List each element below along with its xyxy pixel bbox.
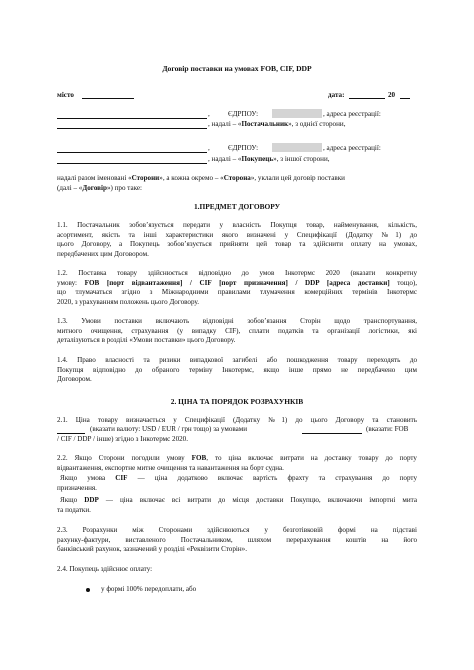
buyer-edrpou-label: ЄДРПОУ: [228, 144, 259, 152]
parties-line1-b: », а кожна окремо – « [159, 174, 224, 182]
clause-2-2-cif-line-2: призначення. [57, 484, 97, 492]
clause-1-1-line: асортимент, якість та інші характеристики якого визначені у Специфікації (Додатку №1) до [57, 230, 417, 239]
supplier-address-field[interactable] [57, 121, 207, 129]
ddp-b: — ціна включає всі витрати до місця доставки Покупцю, включаючи імпортні мита [98, 496, 418, 504]
clause-2-3-line: 2.3. Розрахунки між Сторонами здійснюються у безготівковій формі на підставі [57, 526, 417, 534]
cif-b: — ціна додатково включає вартість фрахту та страхування до порту [127, 474, 417, 482]
parties-line1-a: надалі разом іменовані « [57, 174, 132, 182]
parties-line1-c: », уклали цей договір поставки [250, 174, 345, 182]
buyer-suffix-post: », з іншої сторони, [273, 155, 330, 163]
supplier-suffix-post: », з однієї сторони, [288, 120, 346, 128]
city-field[interactable] [82, 91, 134, 99]
supplier-address-label: , адреса реєстрації: [323, 110, 381, 118]
price-amount-field[interactable] [57, 426, 85, 434]
clause-1-1-line: передбачених цим Договором. [57, 249, 149, 258]
parties-line-2 [57, 184, 142, 194]
year-field[interactable] [400, 91, 410, 99]
supplier-edrpou-comma: , [208, 110, 210, 118]
clause-2-2-cif [60, 474, 417, 484]
clause-1-4-line: Договором. [57, 375, 92, 384]
terms-field[interactable] [302, 426, 362, 434]
supplier-suffix-pre: , надалі – « [208, 120, 242, 128]
clause-2-2-line [57, 454, 417, 464]
clause-1-3-line: митного очищення, страхування (у випадку CIF), сплати податків та організації логістики, які [57, 326, 417, 335]
clause-2-2-a: 2.2. Якщо Сторони погодили умову [57, 454, 192, 462]
city-label: місто [57, 91, 74, 99]
buyer-edrpou-comma: , [208, 144, 210, 152]
clause-2-2-ddp-line-2: та податки. [57, 506, 91, 514]
parties-line-1 [57, 174, 345, 184]
date-field[interactable] [349, 91, 385, 99]
clause-2-3 [57, 526, 417, 555]
supplier-definition [208, 120, 345, 130]
buyer-term: Покупець [241, 155, 274, 163]
document-title: Договір поставки на умовах FOB, CIF, DDP [162, 64, 312, 73]
clause-2-1-currency: (вказати валюту: USD / EUR / грн тощо) за умовами [90, 425, 248, 433]
clause-2-2-b: , то ціна включає витрати на доставку товару до порту [206, 454, 417, 462]
clause-2-2-ddp [60, 496, 417, 506]
supplier-name-field[interactable] [57, 111, 207, 119]
section-1-heading: 1.ПРЕДМЕТ ДОГОВОРУ [193, 202, 281, 211]
clause-2-1-line: 2.1. Ціна товару визначається у Специфікації (Додатку №1) до цього Договору та становить [57, 416, 417, 424]
clause-1-2-suffix: тощо), [389, 278, 417, 287]
buyer-edrpou-redacted [272, 143, 322, 152]
supplier-term: Постачальник [241, 120, 289, 128]
clause-2-3-line: рахунку-фактури, виставленого Постачальником, шляхом перерахування коштів на його [57, 535, 417, 544]
parties-line2-b: ») про таке: [106, 184, 143, 192]
clause-1-2-line: 1.2. Поставка товару здійснюється відповідно до умов Інкотермс 2020 (вказати конкретну [57, 269, 417, 277]
supplier-edrpou-label: ЄДРПОУ: [228, 110, 259, 118]
clause-2-2-ddp-line [60, 496, 417, 506]
buyer-definition [208, 155, 330, 165]
contract-term: Договір [82, 184, 107, 192]
clause-1-2-prefix: умову: [57, 278, 85, 287]
bullet-icon [86, 588, 90, 592]
clause-2-2 [57, 454, 417, 473]
year-prefix: 20 [388, 91, 396, 99]
clause-1-2-line: 2020, з урахуванням положень цього Договору. [57, 297, 200, 306]
clause-2-1-line-3: / CIF / DDP / інше) згідно з Інкотермс 2020. [57, 435, 189, 443]
clause-1-4-line: Покупця відповідно до обраного терміну Інкотермс, якщо інше прямо не передбачено цим [57, 365, 417, 374]
clause-2-2-line: відвантаження, експортне митне очищення та навантаження на борт судна. [57, 463, 284, 472]
bullet-item-prepayment: у формі 100% передоплати, або [101, 585, 197, 593]
ddp-a: Якщо [60, 496, 85, 504]
clause-2-3-line: банківський рахунок, зазначений у розділі «Реквізити Сторін». [57, 545, 247, 554]
date-label: дата: [328, 91, 345, 99]
buyer-name-field[interactable] [57, 145, 207, 153]
parties-line2-a: (далі – « [57, 184, 83, 192]
clause-1-3 [57, 317, 417, 346]
fob-term: FOB [191, 454, 207, 462]
clause-1-4-line: 1.4. Право власності та ризики випадкової загибелі або пошкодження товару переходять до [57, 356, 417, 364]
clause-2-1-specify: (вказати: FOB [366, 425, 409, 433]
buyer-address-field[interactable] [57, 156, 207, 164]
clause-1-2-line [57, 279, 417, 289]
clause-2-2-cif-line [60, 474, 417, 484]
cif-a: Якщо умова [60, 474, 116, 482]
clause-1-1 [57, 221, 417, 259]
buyer-suffix-pre: , надалі – « [208, 155, 242, 163]
clause-1-3-line: 1.3. Умови поставки включають відповідні зобов’язання Сторін щодо транспортування, [57, 317, 417, 325]
clause-1-3-line: деталізуються в розділі «Умови поставки» цього Договору. [57, 336, 236, 345]
section-2-heading: 2. ЦІНА ТА ПОРЯДОК РОЗРАХУНКІВ [170, 397, 304, 406]
supplier-edrpou-redacted [272, 109, 322, 118]
parties-term: Сторони [131, 174, 160, 182]
cif-term: CIF [115, 474, 128, 482]
buyer-address-label: , адреса реєстрації: [323, 144, 381, 152]
clause-1-2 [57, 269, 417, 307]
clause-1-2-line: що тлумачаться згідно з Міжнародними правилами тлумачення комерційних термінів Інкотермс [57, 288, 417, 297]
clause-1-4 [57, 356, 417, 385]
clause-2-4: 2.4. Покупець здійснює оплату: [57, 565, 153, 573]
party-term: Сторона [223, 174, 251, 182]
clause-1-2-terms: FOB [порт відвантаження] / CIF [порт призначення] / DDP [адреса доставки] [84, 278, 390, 287]
clause-1-1-line: 1.1. Постачальник зобов’язується передати у власність Покупця товар, найменування, кількість, [57, 221, 417, 229]
clause-1-1-line: цього Договору, а Покупець зобов’язується прийняти цей товар та здійснити оплату на умовах, [57, 240, 417, 249]
ddp-term: DDP [84, 496, 99, 504]
